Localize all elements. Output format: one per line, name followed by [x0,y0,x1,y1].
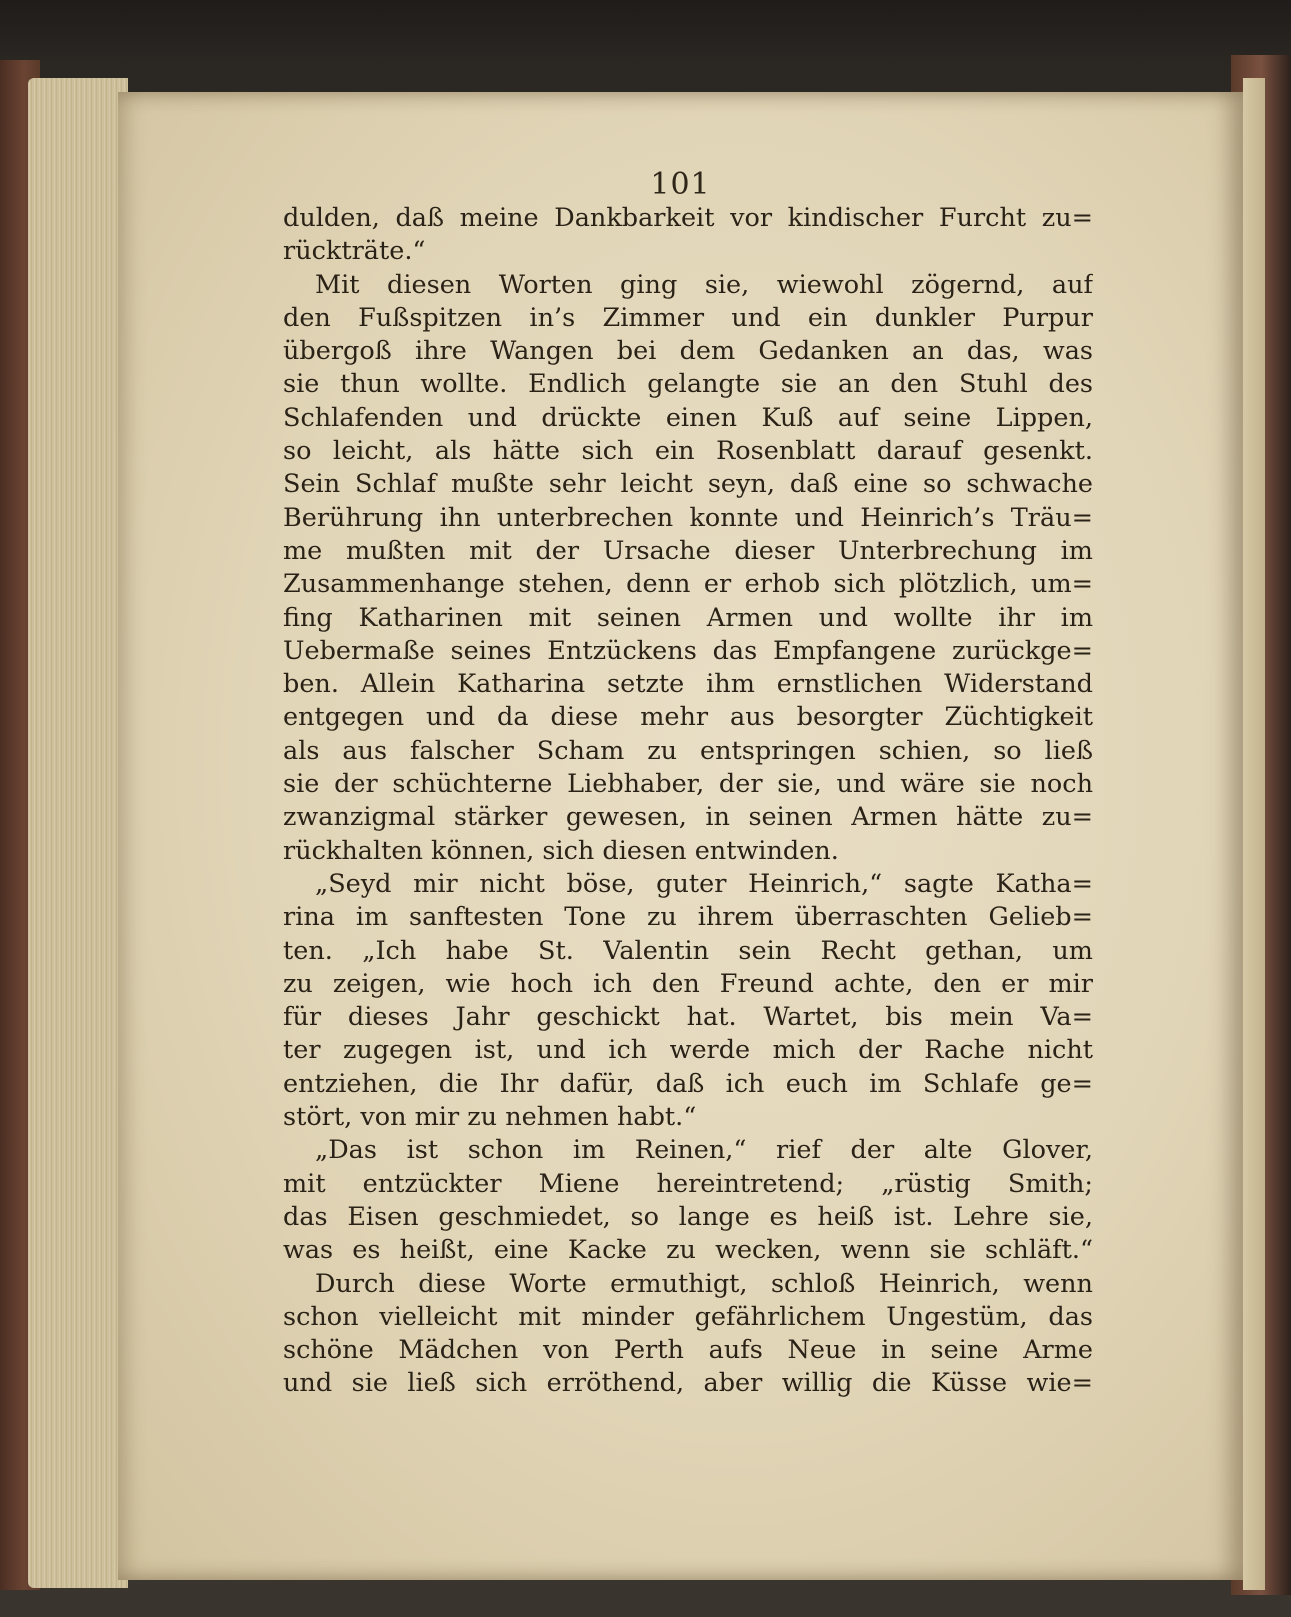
text-line: als aus falscher Scham zu entspringen schien, so ließ [283,735,1093,766]
text-line: das Eisen geschmiedet, so lange es heiß ist. Lehre sie, [283,1201,1093,1232]
text-line: für dieses Jahr geschickt hat. Wartet, bis mein Va= [283,1002,1093,1033]
text-line: schon vielleicht mit minder gefährlichem Ungestüm, das [283,1301,1093,1332]
text-line: dulden, daß meine Dankbarkeit vor kindischer Furcht zu= [283,203,1093,233]
text-line: zwanzigmal stärker gewesen, in seinen Armen hätte zu= [283,802,1093,833]
page-edges [28,78,128,1588]
text-line: „Das ist schon im Reinen,“ rief der alte Glover, [315,1135,1093,1166]
text-line: sie thun wollte. Endlich gelangte sie an den Stuhl des [283,369,1093,400]
text-line: „Seyd mir nicht böse, guter Heinrich,“ sagte Katha= [315,868,1093,899]
text-line: mit entzückter Miene hereintretend; „rüstig Smith; [283,1168,1093,1199]
body-text [283,202,1093,1401]
text-line: Zusammenhange stehen, denn er erhob sich plötzlich, um= [283,569,1093,600]
facing-page-edge [1243,78,1265,1590]
text-line: Schlafenden und drückte einen Kuß auf seine Lippen, [283,402,1093,433]
book-page [118,92,1243,1580]
text-line: sie der schüchterne Liebhaber, der sie, und wäre sie noch [283,769,1093,800]
text-line: und sie ließ sich erröthend, aber willig die Küsse wie= [283,1368,1093,1399]
text-line: rückhalten können, sich diesen entwinden. [283,835,839,866]
text-line: entgegen und da diese mehr aus besorgter Züchtigkeit [283,702,1093,733]
text-line: was es heißt, eine Kacke zu wecken, wenn sie schläft.“ [283,1235,1093,1266]
text-line: Mit diesen Worten ging sie, wiewohl zögernd, auf [315,269,1093,300]
text-line: zu zeigen, wie hoch ich den Freund achte, den er mir [283,968,1093,999]
text-line: rina im sanftesten Tone zu ihrem überraschten Gelieb= [283,902,1093,933]
text-line: fing Katharinen mit seinen Armen und wollte ihr im [283,602,1093,633]
text-line: den Fußspitzen in’s Zimmer und ein dunkler Purpur [283,302,1093,333]
text-line: Durch diese Worte ermuthigt, schloß Heinrich, wenn [315,1268,1093,1299]
text-line: Berührung ihn unterbrechen konnte und Heinrich’s Träu= [283,502,1093,533]
text-line: me mußten mit der Ursache dieser Unterbrechung im [283,535,1093,566]
text-line: ten. „Ich habe St. Valentin sein Recht gethan, um [283,935,1093,966]
text-line: ter zugegen ist, und ich werde mich der Rache nicht [283,1035,1093,1066]
page-number: 101 [650,167,711,202]
text-line: so leicht, als hätte sich ein Rosenblatt darauf gesenkt. [283,436,1093,467]
text-line: Sein Schlaf mußte sehr leicht seyn, daß eine so schwache [283,469,1093,500]
text-line: Uebermaße seines Entzückens das Empfangene zurückge= [283,635,1093,666]
text-line: entziehen, die Ihr dafür, daß ich euch im Schlafe ge= [283,1068,1093,1099]
text-line: stört, von mir zu nehmen habt.“ [283,1102,697,1133]
text-line: schöne Mädchen von Perth aufs Neue in seine Arme [283,1335,1093,1366]
text-line: rückträte.“ [283,236,426,267]
text-line: übergoß ihre Wangen bei dem Gedanken an das, was [283,336,1093,367]
text-line: ben. Allein Katharina setzte ihm ernstlichen Widerstand [283,669,1093,700]
